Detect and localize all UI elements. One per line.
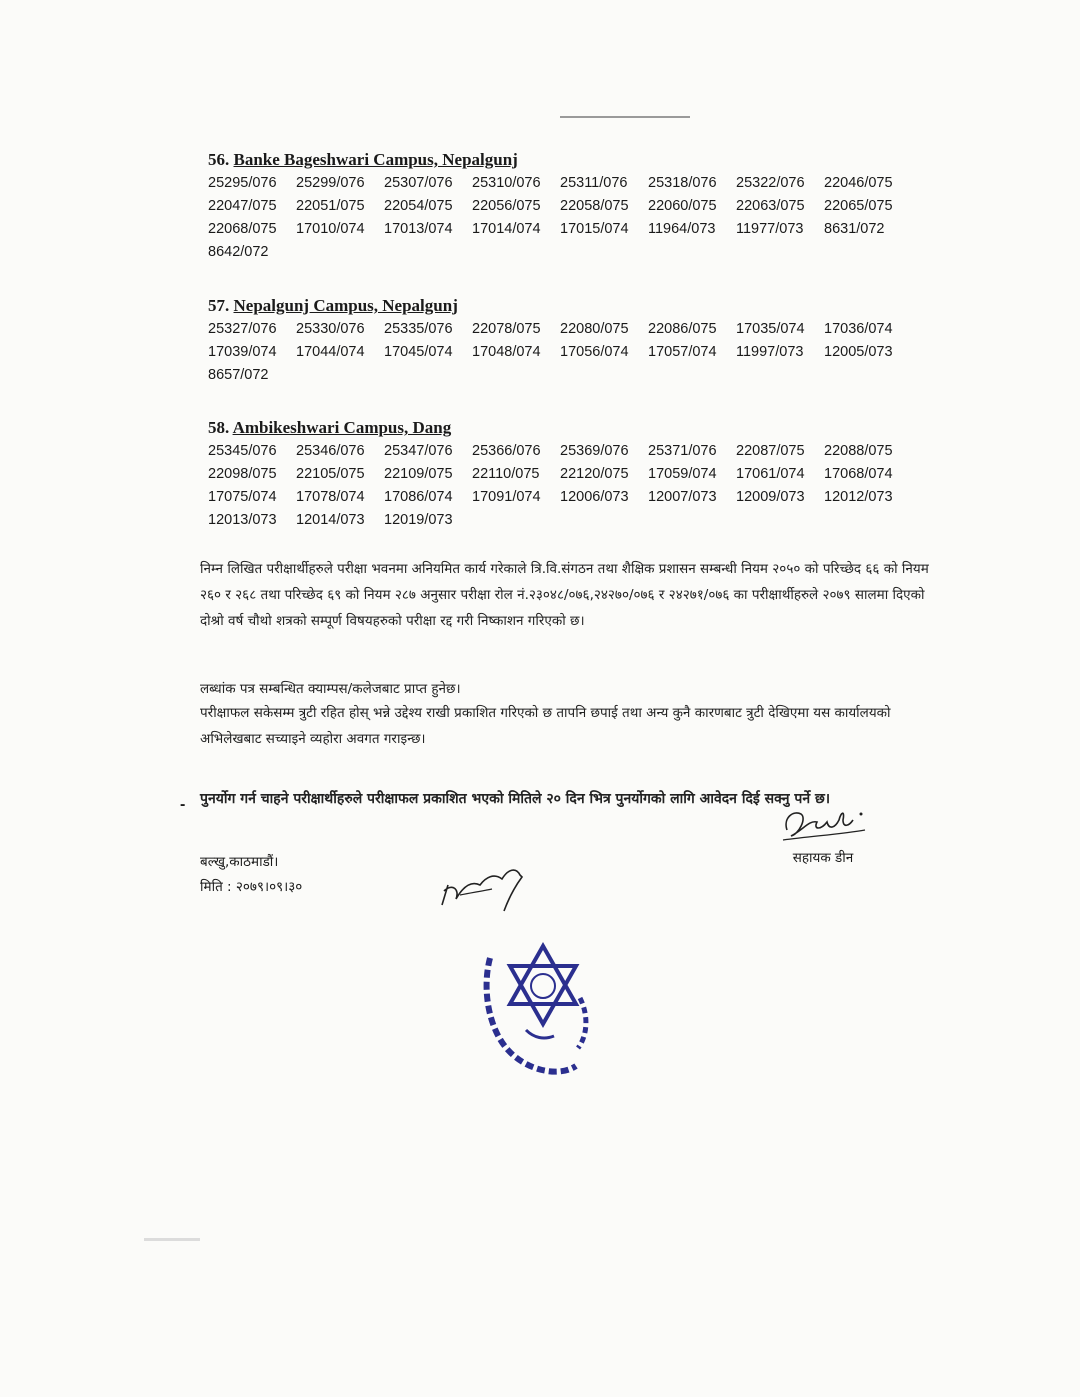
roll-number: 22105/075	[296, 466, 365, 482]
roll-number: 8642/072	[208, 244, 269, 260]
roll-number: 22110/075	[472, 466, 540, 482]
roll-list	[208, 442, 928, 530]
expulsion-notice: निम्न लिखित परीक्षार्थीहरुले परीक्षा भवनमा अनियमित कार्य गरेकाले त्रि.वि.संगठन तथा शैक्षिक प्रशासन सम्बन्धी नियम २०५० को परिच्छेद ६६ को नियम २६० र २६८ तथा परिच्छेद ६९ को नियम २८७ अनुसार परीक्षा रोल नं.२३०४८/०७६,२४२७०/०७६ र २४२७१/०७६ का परीक्षार्थीहरुले २०७९ सालमा दिएको दोश्रो वर्ष चौथो शत्रको सम्पूर्ण विषयहरुको परीक्षा रद्द गरी निष्काशन गरिएको छ।	[200, 561, 929, 629]
roll-number: 17086/074	[384, 489, 453, 505]
roll-list	[208, 174, 928, 262]
roll-number: 25347/076	[384, 443, 453, 459]
roll-number: 17057/074	[648, 344, 717, 360]
signature-mark	[430, 855, 540, 915]
roll-number: 17044/074	[296, 344, 365, 360]
roll-number: 22063/075	[736, 198, 805, 214]
roll-number: 17091/074	[472, 489, 541, 505]
date-label: मिति : २०७९।०९।३०	[200, 879, 303, 895]
roll-number: 22056/075	[472, 198, 541, 214]
roll-number: 17061/074	[736, 466, 805, 482]
roll-number: 22051/075	[296, 198, 365, 214]
roll-number: 22078/075	[472, 321, 541, 337]
bullet-dash: -	[180, 796, 186, 813]
campus-title: 58. Ambikeshwari Campus, Dang	[208, 418, 452, 437]
campus-section-58	[208, 418, 928, 530]
error-note: परीक्षाफल सकेसम्म त्रुटी रहित होस् भन्ने उद्देश्य राखी प्रकाशित गरिएको छ तापनि छपाई तथा अन्य कुनै कारणबाट त्रुटी देखिएमा यस कार्यालयको अभिलेखबाट सच्याइने व्यहोरा अवगत गराइन्छ।	[200, 705, 891, 747]
roll-number: 12009/073	[736, 489, 805, 505]
campus-section-56	[208, 150, 928, 262]
office-seal	[468, 938, 618, 1093]
roll-number: 17036/074	[824, 321, 893, 337]
campus-title: 57. Nepalgunj Campus, Nepalgunj	[208, 296, 458, 315]
roll-number: 25369/076	[560, 443, 629, 459]
roll-number: 8657/072	[208, 367, 269, 383]
signature-mark	[773, 800, 873, 846]
roll-number: 11964/073	[648, 221, 716, 237]
roll-number: 22054/075	[384, 198, 453, 214]
roll-number: 17059/074	[648, 466, 717, 482]
roll-number: 25311/076	[560, 175, 628, 191]
roll-number: 25318/076	[648, 175, 717, 191]
roll-number: 17010/074	[296, 221, 365, 237]
roll-number: 25330/076	[296, 321, 365, 337]
roll-number: 17056/074	[560, 344, 629, 360]
roll-number: 17068/074	[824, 466, 893, 482]
roll-number: 25307/076	[384, 175, 453, 191]
roll-number: 8631/072	[824, 221, 885, 237]
roll-number: 17039/074	[208, 344, 277, 360]
roll-number: 25345/076	[208, 443, 277, 459]
roll-number: 25295/076	[208, 175, 277, 191]
roll-number: 17045/074	[384, 344, 453, 360]
roll-number: 17015/074	[560, 221, 629, 237]
examiner-signature	[430, 855, 540, 920]
roll-number: 17014/074	[472, 221, 541, 237]
roll-number: 25310/076	[472, 175, 541, 191]
roll-number: 22098/075	[208, 466, 277, 482]
roll-number: 22080/075	[560, 321, 629, 337]
roll-number: 25335/076	[384, 321, 453, 337]
roll-number: 22086/075	[648, 321, 717, 337]
roll-number: 17035/074	[736, 321, 805, 337]
roll-number: 25366/076	[472, 443, 541, 459]
roll-number: 12013/073	[208, 512, 277, 528]
place-date-block	[200, 850, 302, 900]
roll-number: 22068/075	[208, 221, 277, 237]
roll-number: 17048/074	[472, 344, 541, 360]
roll-number: 22047/075	[208, 198, 277, 214]
retotal-note: पुनर्योग गर्न चाहने परीक्षार्थीहरुले परीक्षाफल प्रकाशित भएको मितिले २० दिन भित्र पुनर्योगको लागि आवेदन दिई सक्नु पर्ने छ।	[200, 791, 831, 807]
star-seal-icon	[468, 938, 618, 1088]
roll-number: 22088/075	[824, 443, 893, 459]
roll-number: 12012/073	[824, 489, 893, 505]
roll-number: 11997/073	[736, 344, 804, 360]
roll-number: 25322/076	[736, 175, 805, 191]
roll-number: 12006/073	[560, 489, 629, 505]
roll-number: 22060/075	[648, 198, 717, 214]
roll-number: 17078/074	[296, 489, 365, 505]
roll-number: 12019/073	[384, 512, 453, 528]
marksheet-note: लब्धांक पत्र सम्बन्धित क्याम्पस/कलेजबाट प्राप्त हुनेछ।	[200, 681, 461, 697]
roll-number: 25371/076	[648, 443, 717, 459]
roll-number: 22087/075	[736, 443, 805, 459]
assistant-dean-signature-block	[768, 800, 878, 866]
roll-number: 22065/075	[824, 198, 893, 214]
signatory-title: सहायक डीन	[792, 850, 854, 866]
roll-number: 12014/073	[296, 512, 365, 528]
roll-number: 17075/074	[208, 489, 277, 505]
scan-mark	[144, 1238, 200, 1241]
roll-list	[208, 320, 928, 385]
roll-number: 25327/076	[208, 321, 277, 337]
roll-number: 25299/076	[296, 175, 365, 191]
place-label: बल्खु,काठमाडौं।	[200, 854, 279, 870]
roll-number: 17013/074	[384, 221, 453, 237]
roll-number: 22058/075	[560, 198, 629, 214]
roll-number: 22120/075	[560, 466, 629, 482]
campus-section-57	[208, 296, 928, 385]
roll-number: 12005/073	[824, 344, 893, 360]
roll-number: 11977/073	[736, 221, 804, 237]
campus-title: 56. Banke Bageshwari Campus, Nepalgunj	[208, 150, 518, 169]
roll-number: 22046/075	[824, 175, 893, 191]
top-divider	[560, 116, 690, 118]
roll-number: 12007/073	[648, 489, 717, 505]
roll-number: 22109/075	[384, 466, 453, 482]
roll-number: 25346/076	[296, 443, 365, 459]
